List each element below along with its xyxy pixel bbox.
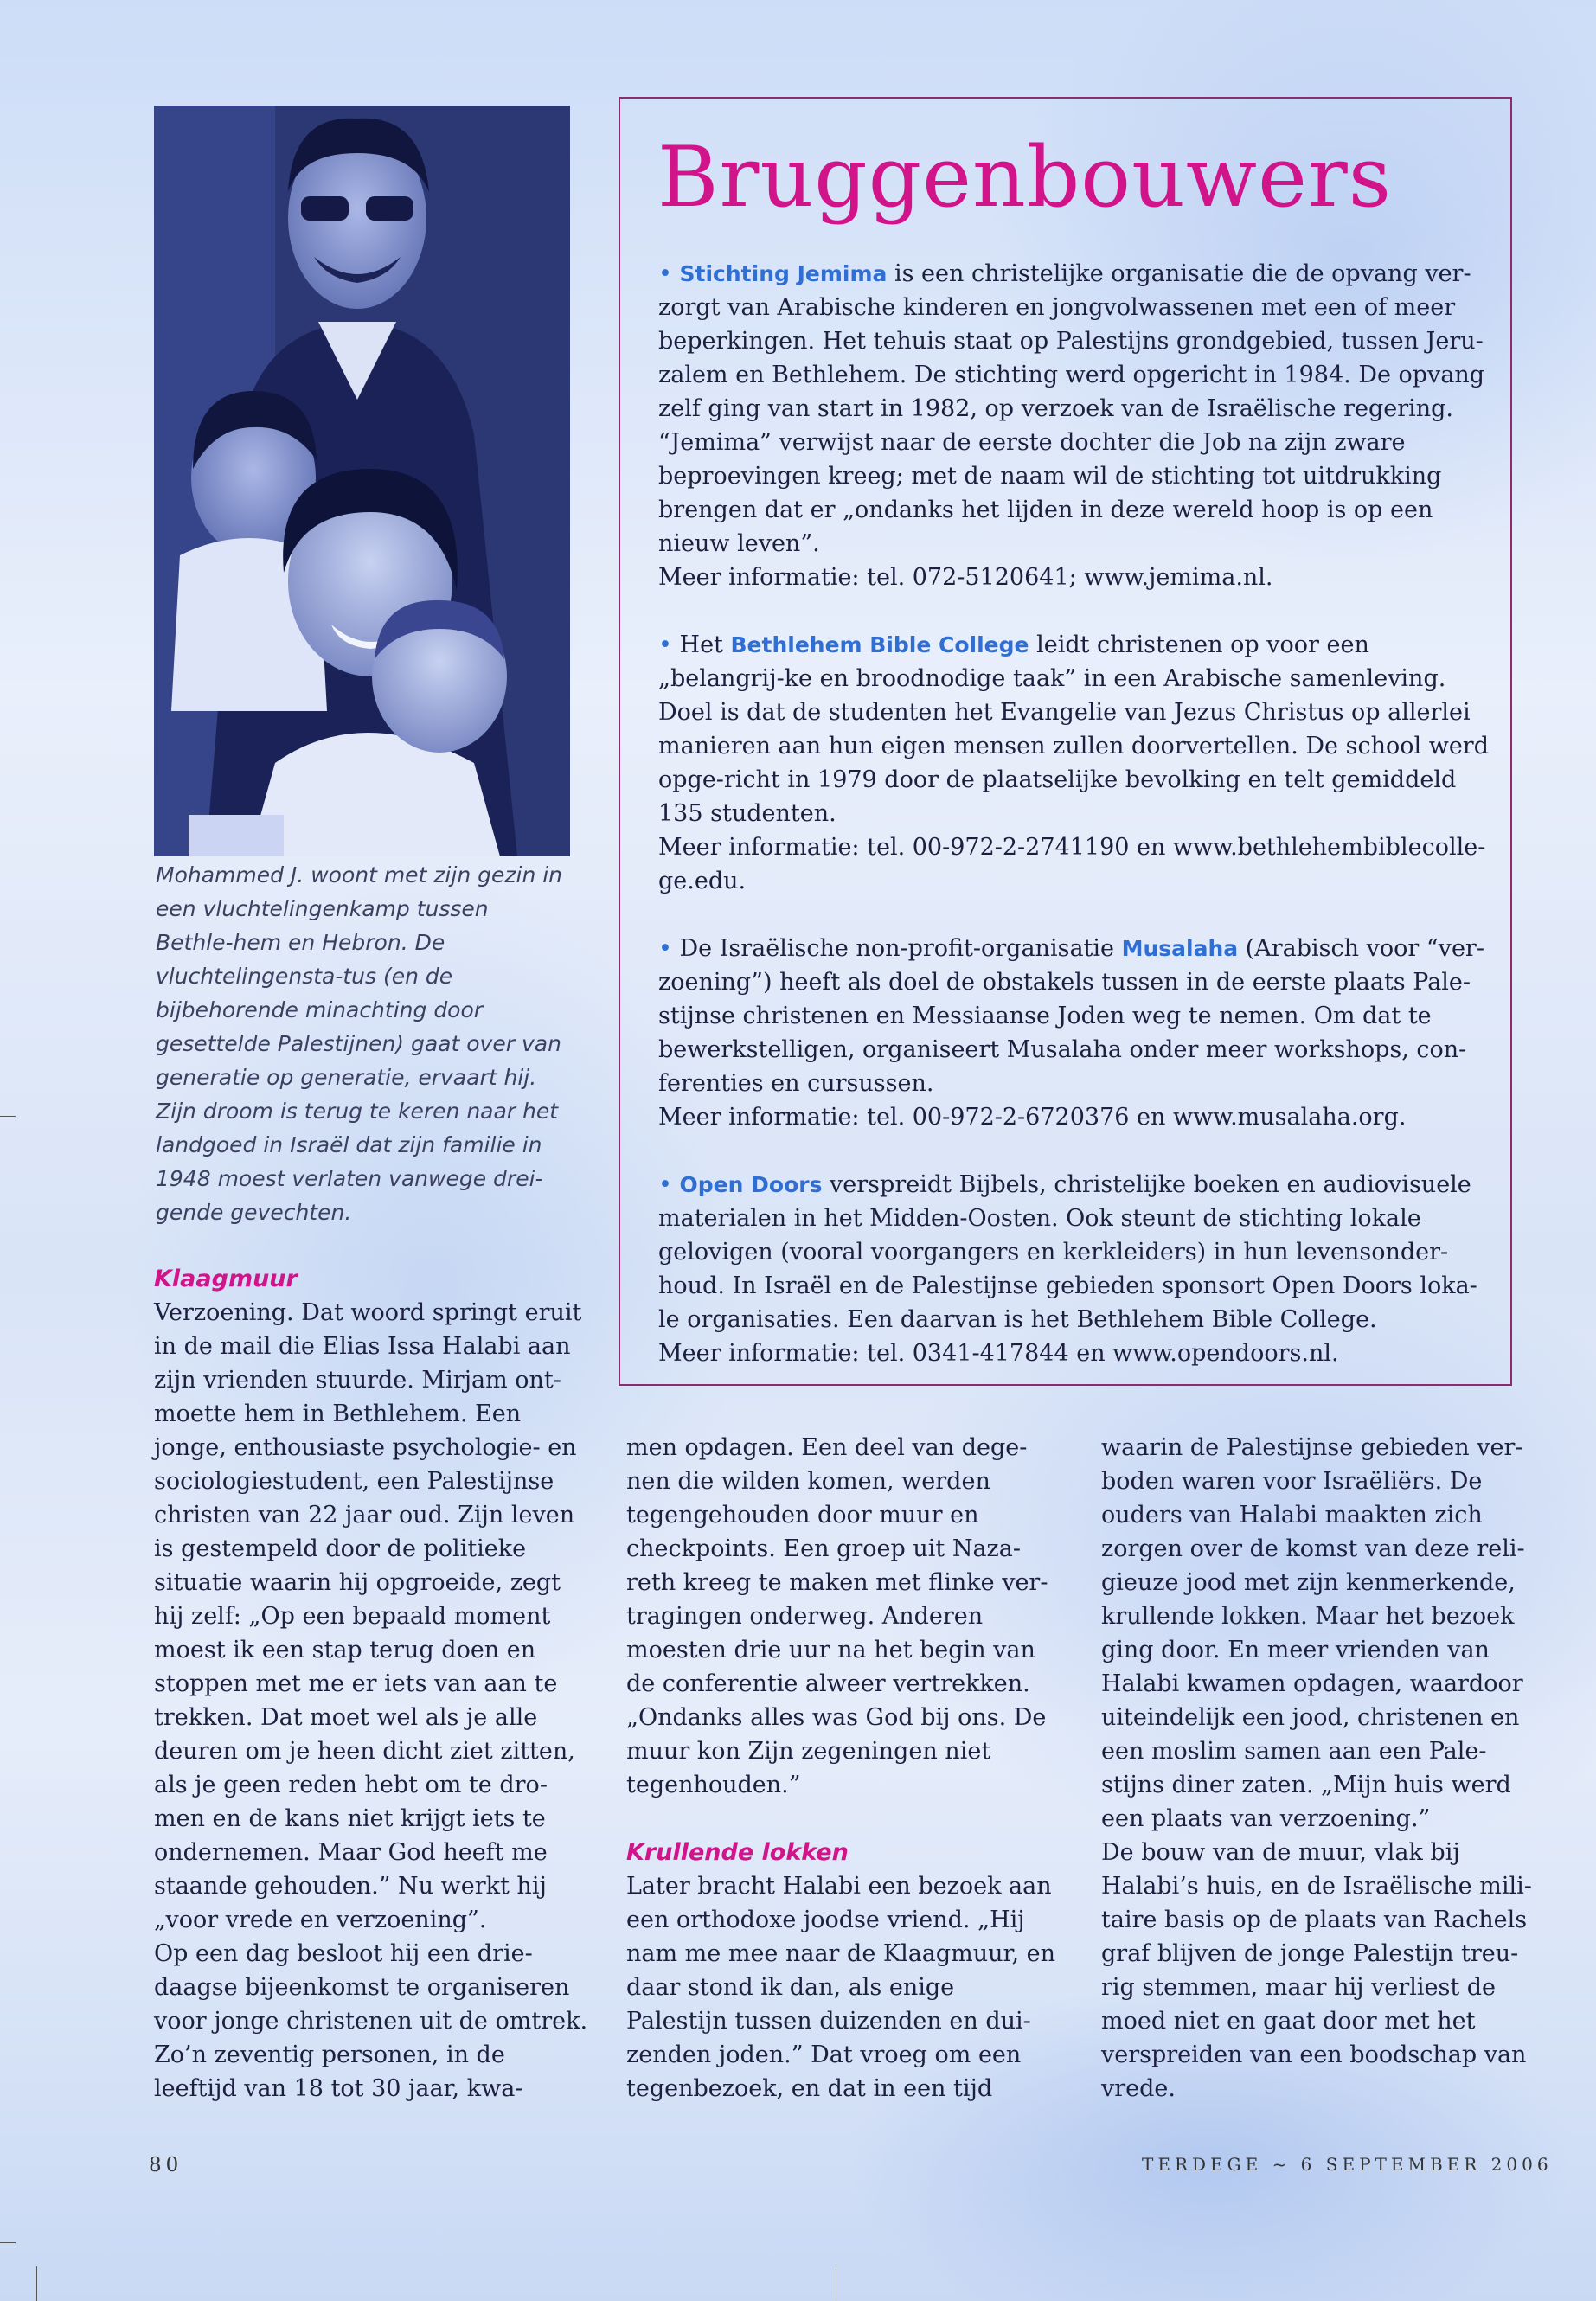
article-column-2 bbox=[626, 1431, 1059, 2106]
family-photo-illustration bbox=[154, 106, 570, 856]
bullet-icon: • bbox=[658, 631, 672, 658]
bullet-icon: • bbox=[658, 935, 672, 962]
box-item-text: is een christelijke organisatie die de opvang ver-zorgt van Arabische kinderen en jongvolwassenen met een of meer beperkingen. Het tehuis staat op Palestijns grondgebied, tussen Jeru-zalem en Bethlehem. De stichting werd opgericht in 1984. De opvang zelf ging van start in 1982, op verzoek van de Israëlische regering. “Jemima” verwijst naar de eerste dochter die Job na zijn zware beproevingen kreeg; met de naam wil de stichting tot uitdrukking brengen dat er „ondanks het lijden in deze wereld hoop is op een nieuw leven”. bbox=[658, 260, 1485, 557]
box-item-jemima bbox=[658, 257, 1489, 594]
article-column-1 bbox=[154, 1262, 595, 2106]
org-name: Open Doors bbox=[679, 1172, 823, 1197]
spacer bbox=[626, 1802, 1059, 1836]
org-name: Musalaha bbox=[1121, 936, 1239, 961]
family-photo bbox=[154, 106, 570, 856]
box-item-prefix: Het bbox=[671, 631, 731, 658]
article-paragraph: Verzoening. Dat woord springt eruit in de mail die Elias Issa Halabi aan zijn vrienden stuurde. Mirjam ont-moette hem in Bethlehem. Een jonge, enthousiaste psychologie- en sociologiestudent, een Palestijnse christen van 22 jaar oud. Zijn leven is gestempeld door de politieke situatie waarin hij opgroeide, zegt hij zelf: „Op een bepaald moment moest ik een stap terug doen en stoppen met me er iets van aan te trekken. Dat moet wel als je alle deuren om je heen dicht ziet zitten, als je geen reden hebt om te dro-men en de kans niet krijgt iets te ondernemen. Maar God heeft me staande gehouden.” Nu werkt hij „voor vrede en verzoening”. bbox=[154, 1299, 582, 1933]
box-item-text: (Arabisch voor “ver-zoening”) heeft als doel de obstakels tussen in de eerste plaats Pale-stijnse christenen en Messiaanse Joden weg te nemen. Om dat te bewerkstelligen, organiseert Musalaha onder meer workshops, con-ferenties en cursussen. bbox=[658, 935, 1484, 1097]
publication-line: TERDEGE ~ 6 SEPTEMBER 2006 bbox=[1142, 2154, 1553, 2175]
box-item-info: Meer informatie: tel. 00-972-2-2741190 en www.bethlehembiblecolle-ge.edu. bbox=[658, 834, 1486, 894]
box-item-open-doors bbox=[658, 1168, 1489, 1370]
article-paragraph: Op een dag besloot hij een drie-daagse bijeenkomst te organiseren voor jonge christenen uit de omtrek. Zo’n zeventig personen, in de leeftijd van 18 tot 30 jaar, kwa- bbox=[154, 1940, 588, 2102]
box-item-info: Meer informatie: tel. 0341-417844 en www.opendoors.nl. bbox=[658, 1340, 1339, 1367]
article-paragraph: De bouw van de muur, vlak bij Halabi’s huis, en de Israëlische mili-taire basis op de plaats van Rachels graf blijven de jonge Palestijn treu-rig stemmen, maar hij verliest de moed niet en gaat door met het verspreiden van een boodschap van vrede. bbox=[1101, 1839, 1532, 2102]
article-paragraph: men opdagen. Een deel van dege-nen die wilden komen, werden tegengehouden door muur en checkpoints. Een groep uit Naza-reth kreeg te maken met flinke ver-tragingen onderweg. Anderen moesten drie uur na het begin van de conferentie alweer vertrekken. „Ondanks alles was God bij ons. De muur kon Zijn zegeningen niet tegenhouden.” bbox=[626, 1434, 1048, 1798]
box-item-text: leidt christenen op voor een „belangrij-ke en broodnodige taak” in een Arabische samenleving. Doel is dat de studenten het Evangelie van Jezus Christus op allerlei manieren aan hun eigen mensen zullen doorvertellen. De school werd opge-richt in 1979 door de plaatselijke bevolking en telt gemiddeld 135 studenten. bbox=[658, 631, 1489, 827]
crop-mark-left-bottom bbox=[0, 2242, 16, 2243]
photo-caption: Mohammed J. woont met zijn gezin in een vluchtelingenkamp tussen Bethle-hem en Hebron. De vluchtelingensta-tus (en de bijbehorende minachting door gesettelde Palestijnen) gaat over van generatie op generatie, ervaart hij. Zijn droom is terug te keren naar het landgoed in Israël dat zijn familie in 1948 moest verlaten vanwege drei-gende gevechten. bbox=[156, 862, 563, 1225]
article-paragraph: Later bracht Halabi een bezoek aan een orthodoxe joodse vriend. „Hij nam me mee naar de Klaagmuur, en daar stond ik dan, als enige Palestijn tussen duizenden en dui-zenden joden.” Dat vroeg om een tegenbezoek, en dat in een tijd bbox=[626, 1873, 1056, 2102]
crop-mark-bottom-left bbox=[36, 2266, 37, 2301]
box-content bbox=[658, 257, 1489, 1404]
article-column-3 bbox=[1101, 1431, 1534, 2106]
box-title: Bruggenbouwers bbox=[657, 129, 1393, 226]
page-number: 80 bbox=[149, 2154, 183, 2176]
box-item-musalaha bbox=[658, 932, 1489, 1134]
box-item-text: verspreidt Bijbels, christelijke boeken en audiovisuele materialen in het Midden-Oosten. Ook steunt de stichting lokale gelovigen (vooral voorgangers en kerkleiders) in hun levensonder-houd. In Israël en de Palestijnse gebieden sponsort Open Doors loka-le organisaties. Een daarvan is het Bethlehem Bible College. bbox=[658, 1171, 1477, 1333]
subheading-klaagmuur: Klaagmuur bbox=[154, 1266, 298, 1292]
org-name: Stichting Jemima bbox=[679, 261, 888, 286]
bullet-icon: • bbox=[658, 1171, 672, 1198]
box-item-prefix bbox=[672, 1171, 680, 1198]
box-item-prefix: De Israëlische non-profit-organisatie bbox=[671, 935, 1122, 962]
bullet-icon: • bbox=[658, 260, 672, 287]
crop-mark-left-top bbox=[0, 1116, 16, 1117]
box-item-bible-college bbox=[658, 628, 1489, 898]
subheading-krullende-lokken: Krullende lokken bbox=[626, 1839, 849, 1866]
box-item-info: Meer informatie: tel. 072-5120641; www.jemima.nl. bbox=[658, 564, 1273, 591]
article-paragraph: waarin de Palestijnse gebieden ver-boden waren voor Israëliërs. De ouders van Halabi maakten zich zorgen over de komst van deze reli-gieuze jood met zijn kenmerkende, krullende lokken. Maar het bezoek ging door. En meer vrienden van Halabi kwamen opdagen, waardoor uiteindelijk een jood, christenen en een moslim samen aan een Pale-stijns diner zaten. „Mijn huis werd een plaats van verzoening.” bbox=[1101, 1434, 1525, 1832]
org-name: Bethlehem Bible College bbox=[730, 632, 1029, 657]
box-item-info: Meer informatie: tel. 00-972-2-6720376 en www.musalaha.org. bbox=[658, 1104, 1407, 1131]
